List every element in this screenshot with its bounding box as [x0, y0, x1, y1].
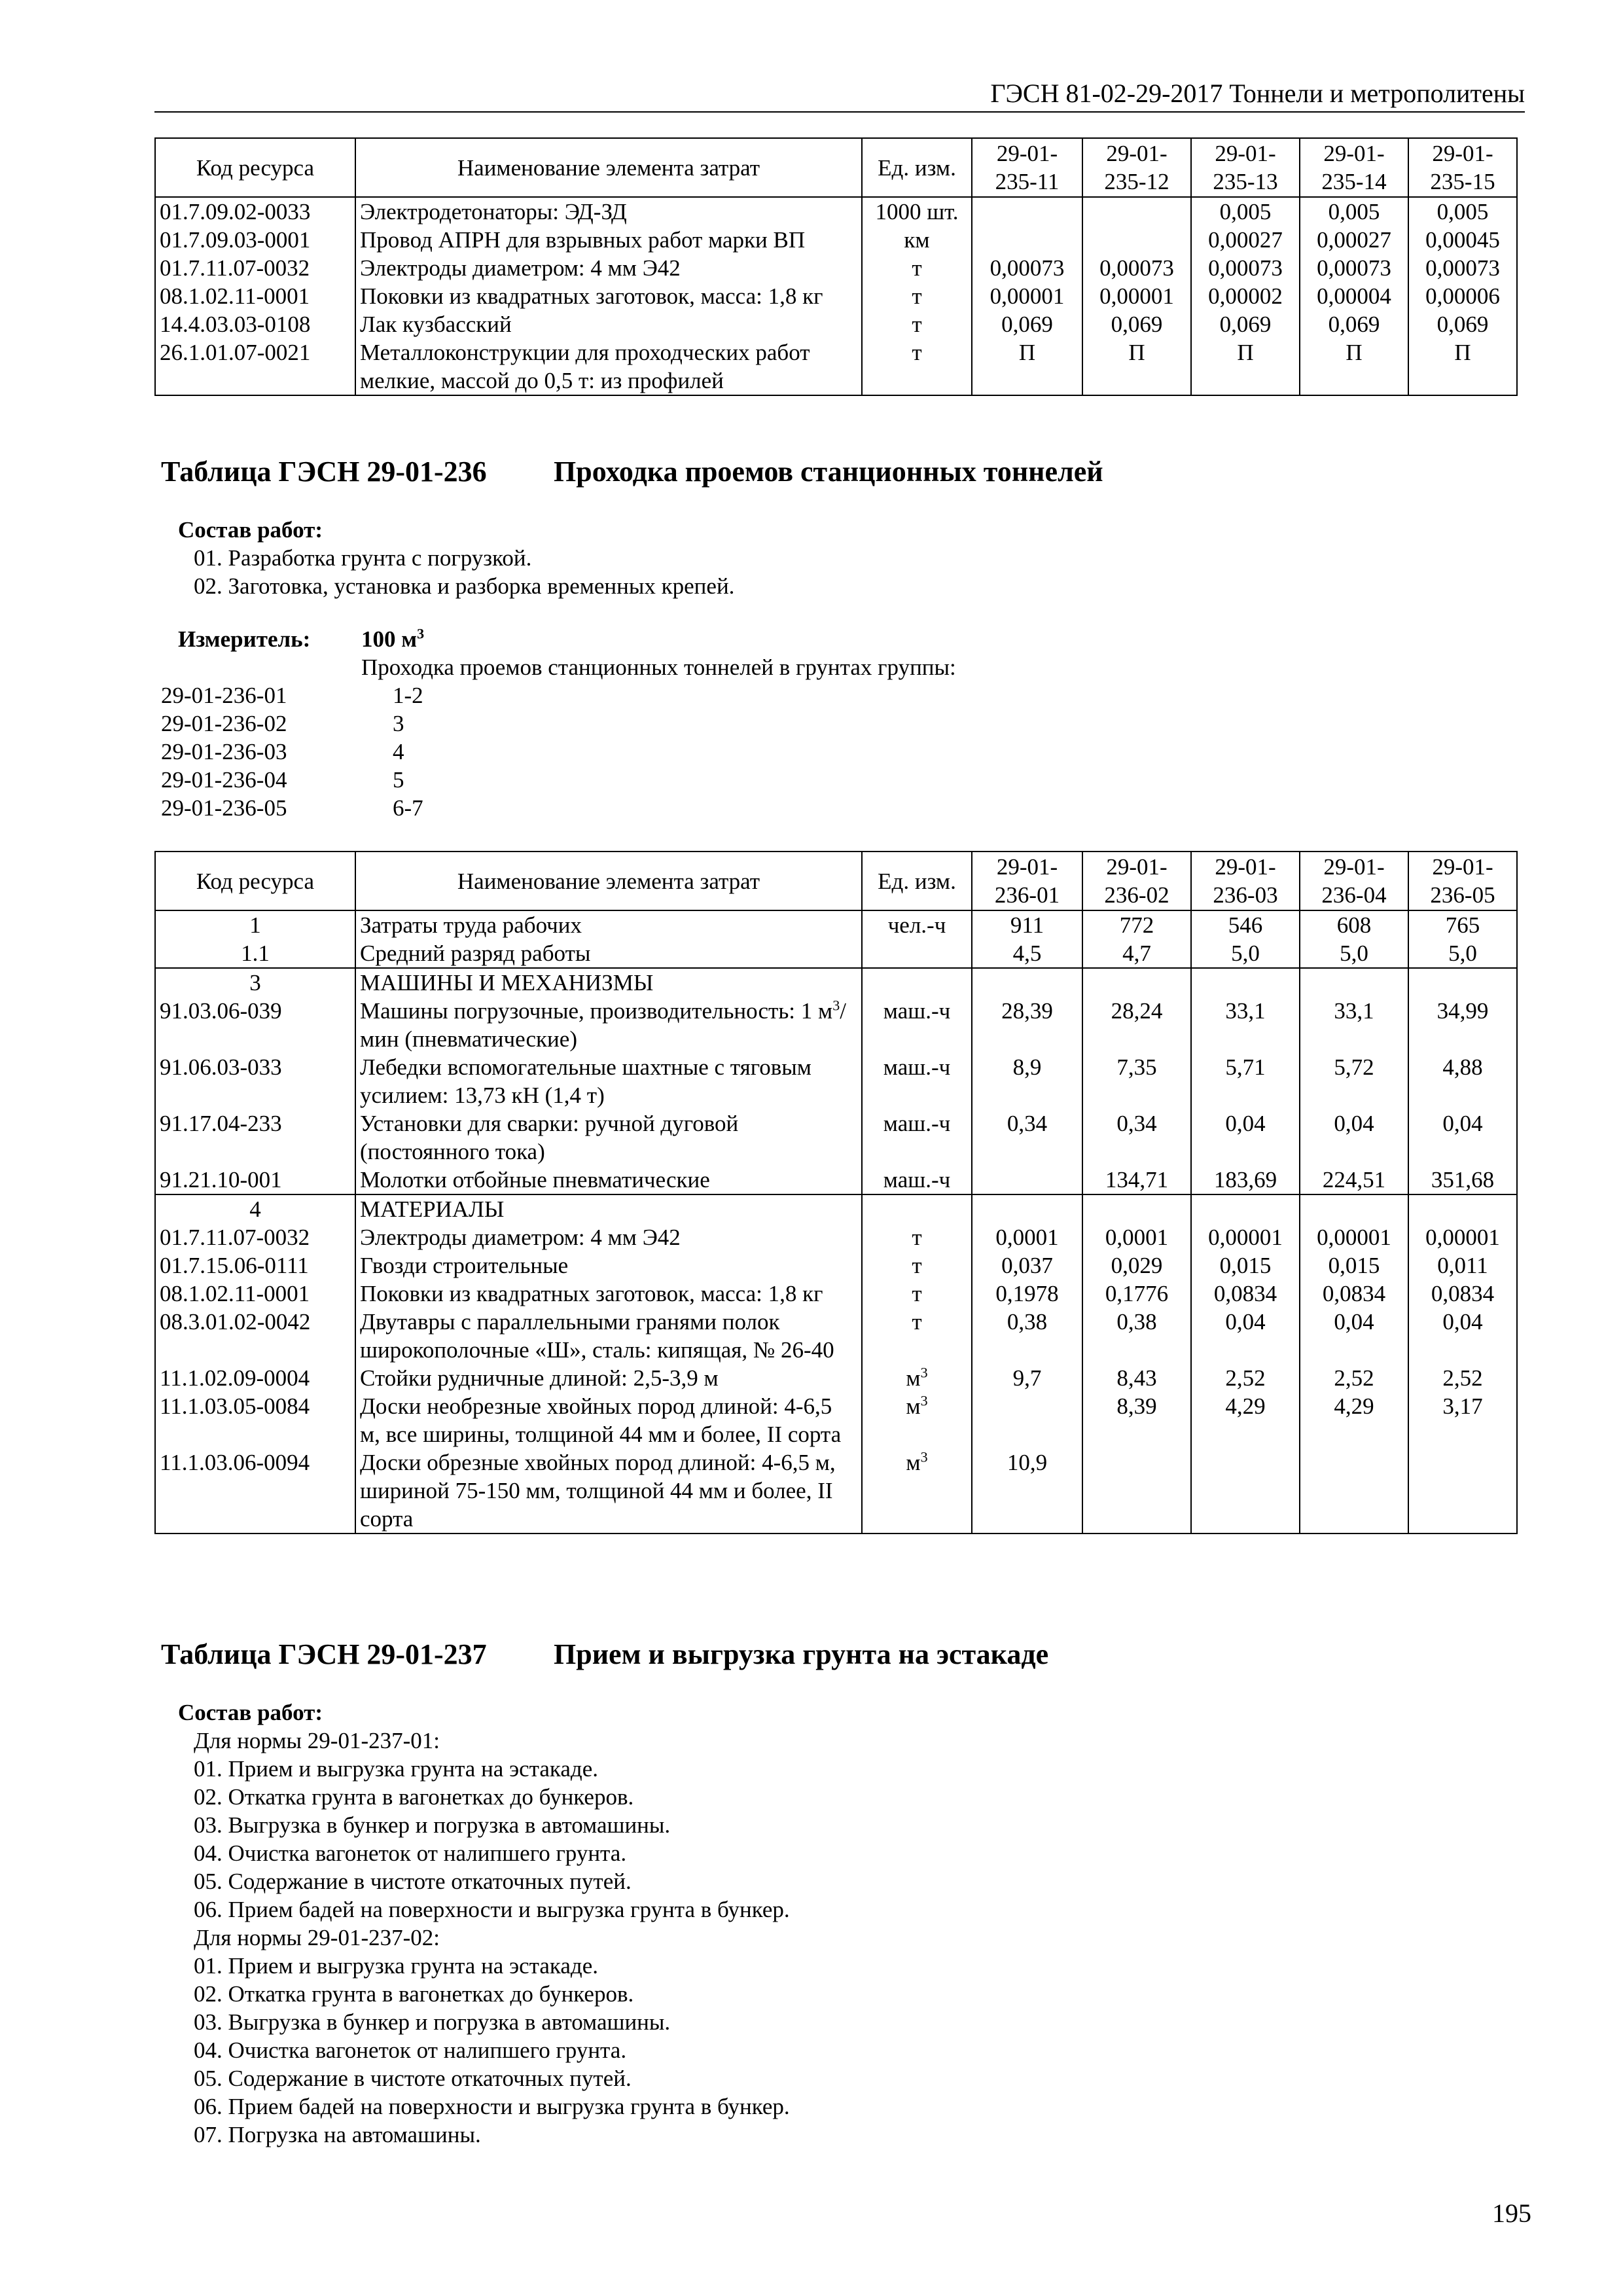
norm-code: 29-01-236-03: [161, 739, 287, 764]
table-row: [155, 310, 1517, 338]
table-row: [155, 1364, 1517, 1392]
norm-value: 4,5: [972, 939, 1082, 968]
column-header-norm: 29-01-235-15: [1408, 138, 1517, 197]
resource-name: Молотки отбойные пневматические: [355, 1166, 862, 1194]
norm-value: [972, 1166, 1082, 1194]
column-header-norm: 29-01-236-03: [1191, 852, 1300, 910]
resource-code: 14.4.03.03-0108: [155, 310, 355, 338]
resource-code: 08.1.02.11-0001: [155, 1280, 355, 1308]
norm-value: 0,04: [1191, 1109, 1300, 1166]
norm-value: 34,99: [1408, 997, 1517, 1053]
norm-value: 0,00045: [1408, 226, 1517, 254]
norm-value: 0,029: [1082, 1251, 1191, 1280]
resource-name: Электроды диаметром: 4 мм Э42: [355, 254, 862, 282]
work-item: 02. Заготовка, установка и разборка временных крепей.: [194, 573, 735, 599]
norm-code: 29-01-236-01: [161, 683, 287, 708]
works-title: Состав работ:: [178, 517, 323, 543]
norm-value: 4,29: [1300, 1392, 1408, 1448]
table-row: [155, 1223, 1517, 1251]
unit: т: [862, 338, 972, 395]
norm-value: 0,04: [1300, 1109, 1408, 1166]
work-item: 06. Прием бадей на поверхности и выгрузка грунта в бункер.: [194, 1897, 790, 1922]
resource-name: Машины погрузочные, производительность: 1 $м^3$/мин (пневматические): [355, 997, 862, 1053]
norm-value: [972, 226, 1082, 254]
work-item: 05. Содержание в чистоте откаточных путей.: [194, 2066, 632, 2091]
norm-value: 0,00006: [1408, 282, 1517, 310]
table-name: Прием и выгрузка грунта на эстакаде: [554, 1638, 1049, 1670]
resource-code: 1: [155, 910, 355, 939]
unit: маш.-ч: [862, 1053, 972, 1109]
norm-value: 28,24: [1082, 997, 1191, 1053]
norm-value: [1300, 1194, 1408, 1223]
column-header-norm: 29-01-236-04: [1300, 852, 1408, 910]
resource-code: 01.7.15.06-0111: [155, 1251, 355, 1280]
resource-code: 4: [155, 1194, 355, 1223]
unit: маш.-ч: [862, 1109, 972, 1166]
norm-value: 772: [1082, 910, 1191, 939]
resource-name: Металлоконструкции для проходческих работ мелкие, массой до 0,5 т: из профилей: [355, 338, 862, 395]
resource-name: Установки для сварки: ручной дуговой (постоянного тока): [355, 1109, 862, 1166]
resource-name: Поковки из квадратных заготовок, масса: 1,8 кг: [355, 1280, 862, 1308]
unit: маш.-ч: [862, 997, 972, 1053]
norm-value: П: [972, 338, 1082, 395]
unit: т: [862, 254, 972, 282]
norm-value: 3,17: [1408, 1392, 1517, 1448]
norm-value: [1408, 1194, 1517, 1223]
norm-value: 0,00073: [972, 254, 1082, 282]
table-row: [155, 1053, 1517, 1109]
column-header-code: Код ресурса: [155, 138, 355, 197]
norm-value: 2,52: [1300, 1364, 1408, 1392]
norm-value: [1082, 1448, 1191, 1534]
resource-name: Электроды диаметром: 4 мм Э42: [355, 1223, 862, 1251]
norm-value: 0,0834: [1191, 1280, 1300, 1308]
norm-subheading: Для нормы 29-01-237-02:: [194, 1925, 440, 1950]
unit: т: [862, 1308, 972, 1364]
norm-value: 0,00001: [1082, 282, 1191, 310]
work-item: 03. Выгрузка в бункер и погрузка в автомашины.: [194, 1812, 671, 1838]
table-row: [155, 338, 1517, 395]
works-title: Состав работ:: [178, 1700, 323, 1725]
column-header-norm: 29-01-235-11: [972, 138, 1082, 197]
norm-value: 0,0834: [1300, 1280, 1408, 1308]
unit: $м^3$: [862, 1364, 972, 1392]
norm-code: 29-01-236-05: [161, 795, 287, 821]
resource-code: 3: [155, 968, 355, 997]
resource-name: МАШИНЫ И МЕХАНИЗМЫ: [355, 968, 862, 997]
norm-value: 9,7: [972, 1364, 1082, 1392]
norm-soil-group: 6-7: [393, 795, 423, 821]
resource-name: Лак кузбасский: [355, 310, 862, 338]
meter-label: Измеритель:: [178, 626, 311, 652]
norm-value: 0,34: [1082, 1109, 1191, 1166]
table-row: [155, 1448, 1517, 1534]
work-item: 02. Откатка грунта в вагонетках до бункеров.: [194, 1784, 634, 1810]
norm-value: 0,037: [972, 1251, 1082, 1280]
unit: т: [862, 1280, 972, 1308]
norm-value: 2,52: [1408, 1364, 1517, 1392]
table-row: [155, 1392, 1517, 1448]
norm-soil-group: 4: [393, 739, 404, 764]
unit: км: [862, 226, 972, 254]
work-item: 07. Погрузка на автомашины.: [194, 2122, 481, 2147]
norm-code: 29-01-236-02: [161, 711, 287, 736]
work-item: 04. Очистка вагонеток от налипшего грунта.: [194, 2037, 627, 2063]
norm-value: 4,7: [1082, 939, 1191, 968]
unit: т: [862, 1223, 972, 1251]
resource-code: 91.03.06-039: [155, 997, 355, 1053]
resource-code: 01.7.09.02-0033: [155, 197, 355, 226]
resource-code: 08.1.02.11-0001: [155, 282, 355, 310]
resource-name: Затраты труда рабочих: [355, 910, 862, 939]
norm-value: [1300, 1448, 1408, 1534]
norm-value: 0,04: [1408, 1308, 1517, 1364]
norm-value: 5,0: [1300, 939, 1408, 968]
resource-name: Доски обрезные хвойных пород длиной: 4-6,5 м, шириной 75-150 мм, толщиной 44 мм и более, II сорта: [355, 1448, 862, 1534]
norm-soil-group: 3: [393, 711, 404, 736]
work-item: 01. Прием и выгрузка грунта на эстакаде.: [194, 1756, 599, 1782]
norm-value: 0,005: [1408, 197, 1517, 226]
table-row: [155, 1194, 1517, 1223]
unit: маш.-ч: [862, 1166, 972, 1194]
norm-value: 0,069: [972, 310, 1082, 338]
norm-value: 0,00002: [1191, 282, 1300, 310]
norm-value: [972, 1392, 1082, 1448]
norm-value: 0,1978: [972, 1280, 1082, 1308]
resource-name: Гвозди строительные: [355, 1251, 862, 1280]
norm-value: 0,04: [1300, 1308, 1408, 1364]
norm-value: 608: [1300, 910, 1408, 939]
norm-value: [972, 1194, 1082, 1223]
resource-name: Электродетонаторы: ЭД-ЗД: [355, 197, 862, 226]
unit: 1000 шт.: [862, 197, 972, 226]
resource-name: Стойки рудничные длиной: 2,5-3,9 м: [355, 1364, 862, 1392]
unit: т: [862, 1251, 972, 1280]
table-title-236: [161, 455, 1103, 488]
unit: чел.-ч: [862, 910, 972, 939]
table-row: [155, 254, 1517, 282]
norm-value: 351,68: [1408, 1166, 1517, 1194]
work-item: 03. Выгрузка в бункер и погрузка в автомашины.: [194, 2009, 671, 2035]
resource-code: 91.21.10-001: [155, 1166, 355, 1194]
norm-subheading: Для нормы 29-01-237-01:: [194, 1728, 440, 1753]
norm-value: [1408, 1448, 1517, 1534]
resource-code: 01.7.11.07-0032: [155, 254, 355, 282]
norm-value: 911: [972, 910, 1082, 939]
resource-code: 11.1.02.09-0004: [155, 1364, 355, 1392]
norm-value: 134,71: [1082, 1166, 1191, 1194]
work-item: 06. Прием бадей на поверхности и выгрузка грунта в бункер.: [194, 2094, 790, 2119]
resource-code: 91.06.03-033: [155, 1053, 355, 1109]
resource-name: Поковки из квадратных заготовок, масса: 1,8 кг: [355, 282, 862, 310]
norm-value: 8,9: [972, 1053, 1082, 1109]
column-header-norm: 29-01-236-05: [1408, 852, 1517, 910]
norm-value: 0,00001: [1408, 1223, 1517, 1251]
norm-value: 0,00001: [1300, 1223, 1408, 1251]
norm-value: [972, 968, 1082, 997]
works-composition-236: [178, 516, 734, 600]
norm-value: 0,00027: [1191, 226, 1300, 254]
unit: [862, 1194, 972, 1223]
norm-value: 5,71: [1191, 1053, 1300, 1109]
work-item: 04. Очистка вагонеток от налипшего грунта.: [194, 1840, 627, 1866]
table-row: [155, 1166, 1517, 1194]
table-label: Таблица ГЭСН 29-01-237: [161, 1638, 487, 1670]
norm-value: 0,1776: [1082, 1280, 1191, 1308]
norm-value: 0,00073: [1191, 254, 1300, 282]
norm-value: [1408, 968, 1517, 997]
works-composition-237: [178, 1698, 790, 2149]
norm-value: 0,00001: [1191, 1223, 1300, 1251]
resource-name: Двутавры с параллельными гранями полок широкополочные «Ш», сталь: кипящая, № 26-40: [355, 1308, 862, 1364]
resource-name: Лебедки вспомогательные шахтные с тяговым усилием: 13,73 кН (1,4 т): [355, 1053, 862, 1109]
meter-value: 100 $м^3$: [361, 625, 425, 652]
resource-code: 11.1.03.05-0084: [155, 1392, 355, 1448]
norm-value: 5,0: [1191, 939, 1300, 968]
table-row: [155, 1251, 1517, 1280]
norm-value: 8,39: [1082, 1392, 1191, 1448]
norm-value: 0,0001: [1082, 1223, 1191, 1251]
meter-description: Проходка проемов станционных тоннелей в грунтах группы:: [361, 655, 956, 680]
norm-value: 0,00004: [1300, 282, 1408, 310]
norm-value: 0,069: [1300, 310, 1408, 338]
norm-value: П: [1191, 338, 1300, 395]
work-item: 01. Прием и выгрузка грунта на эстакаде.: [194, 1953, 599, 1979]
column-header-norm: 29-01-235-14: [1300, 138, 1408, 197]
norm-value: 0,38: [1082, 1308, 1191, 1364]
meter-block-236: [161, 625, 1077, 822]
norm-value: 765: [1408, 910, 1517, 939]
norm-value: 0,00001: [972, 282, 1082, 310]
norm-value: 0,069: [1082, 310, 1191, 338]
column-header-code: Код ресурса: [155, 852, 355, 910]
norm-value: 28,39: [972, 997, 1082, 1053]
norm-value: 0,34: [972, 1109, 1082, 1166]
norm-value: 33,1: [1191, 997, 1300, 1053]
norm-value: 0,00073: [1408, 254, 1517, 282]
table-row: [155, 968, 1517, 997]
resource-table-236: [154, 851, 1518, 1534]
unit: т: [862, 310, 972, 338]
norm-value: 0,015: [1300, 1251, 1408, 1280]
norm-value: 0,0834: [1408, 1280, 1517, 1308]
norm-value: 7,35: [1082, 1053, 1191, 1109]
norm-value: 0,005: [1300, 197, 1408, 226]
norm-value: 0,00027: [1300, 226, 1408, 254]
norm-value: [1191, 968, 1300, 997]
norm-value: П: [1300, 338, 1408, 395]
page-number: 195: [1492, 2198, 1531, 2228]
work-item: 05. Содержание в чистоте откаточных путей.: [194, 1869, 632, 1894]
norm-value: 0,00073: [1082, 254, 1191, 282]
table-row: [155, 1280, 1517, 1308]
running-header: ГЭСН 81-02-29-2017 Тоннели и метрополитены: [154, 77, 1525, 113]
norm-value: [972, 197, 1082, 226]
table-row: [155, 226, 1517, 254]
norm-value: 4,88: [1408, 1053, 1517, 1109]
norm-soil-group: 5: [393, 767, 404, 793]
resource-code: 01.7.09.03-0001: [155, 226, 355, 254]
norm-value: 0,069: [1191, 310, 1300, 338]
norm-value: 183,69: [1191, 1166, 1300, 1194]
norm-code: 29-01-236-04: [161, 767, 287, 793]
table-row: [155, 910, 1517, 939]
table-name: Проходка проемов станционных тоннелей: [554, 456, 1103, 488]
norm-value: 2,52: [1191, 1364, 1300, 1392]
column-header-norm: 29-01-235-12: [1082, 138, 1191, 197]
norm-value: 4,29: [1191, 1392, 1300, 1448]
norm-value: 5,72: [1300, 1053, 1408, 1109]
column-header-unit: Ед. изм.: [862, 852, 972, 910]
table-row: [155, 282, 1517, 310]
norm-soil-group: 1-2: [393, 683, 423, 708]
norm-value: 33,1: [1300, 997, 1408, 1053]
work-item: 01. Разработка грунта с погрузкой.: [194, 545, 532, 571]
column-header-norm: 29-01-236-01: [972, 852, 1082, 910]
resource-name: Провод АПРН для взрывных работ марки ВП: [355, 226, 862, 254]
column-header-name: Наименование элемента затрат: [355, 852, 862, 910]
table-title-237: [161, 1638, 1049, 1671]
resource-code: 1.1: [155, 939, 355, 968]
resource-code: 08.3.01.02-0042: [155, 1308, 355, 1364]
norm-value: 10,9: [972, 1448, 1082, 1534]
unit: [862, 939, 972, 968]
norm-value: [1082, 226, 1191, 254]
table-row: [155, 997, 1517, 1053]
table-row: [155, 939, 1517, 968]
table-row: [155, 1109, 1517, 1166]
norm-value: 0,011: [1408, 1251, 1517, 1280]
unit: $м^3$: [862, 1392, 972, 1448]
norm-value: 0,38: [972, 1308, 1082, 1364]
norm-value: П: [1408, 338, 1517, 395]
column-header-unit: Ед. изм.: [862, 138, 972, 197]
norm-value: 224,51: [1300, 1166, 1408, 1194]
work-item: 02. Откатка грунта в вагонетках до бункеров.: [194, 1981, 634, 2007]
norm-value: [1082, 1194, 1191, 1223]
column-header-norm: 29-01-235-13: [1191, 138, 1300, 197]
resource-code: 26.1.01.07-0021: [155, 338, 355, 395]
resource-code: 91.17.04-233: [155, 1109, 355, 1166]
norm-value: 0,0001: [972, 1223, 1082, 1251]
norm-value: 0,04: [1408, 1109, 1517, 1166]
norm-value: 5,0: [1408, 939, 1517, 968]
norm-value: 546: [1191, 910, 1300, 939]
unit: т: [862, 282, 972, 310]
resource-code: 01.7.11.07-0032: [155, 1223, 355, 1251]
norm-value: [1300, 968, 1408, 997]
norm-value: [1191, 1194, 1300, 1223]
column-header-norm: 29-01-236-02: [1082, 852, 1191, 910]
norm-value: 8,43: [1082, 1364, 1191, 1392]
norm-value: 0,069: [1408, 310, 1517, 338]
norm-value: [1082, 968, 1191, 997]
norm-value: [1191, 1448, 1300, 1534]
resource-name: МАТЕРИАЛЫ: [355, 1194, 862, 1223]
norm-value: П: [1082, 338, 1191, 395]
unit: [862, 968, 972, 997]
table-row: [155, 197, 1517, 226]
norm-value: [1082, 197, 1191, 226]
table-row: [155, 1308, 1517, 1364]
resource-code: 11.1.03.06-0094: [155, 1448, 355, 1534]
column-header-name: Наименование элемента затрат: [355, 138, 862, 197]
norm-value: 0,00073: [1300, 254, 1408, 282]
resource-name: Доски необрезные хвойных пород длиной: 4-6,5 м, все ширины, толщиной 44 мм и более, II сорта: [355, 1392, 862, 1448]
unit: $м^3$: [862, 1448, 972, 1534]
resource-name: Средний разряд работы: [355, 939, 862, 968]
resource-table-235: [154, 137, 1518, 396]
norm-value: 0,015: [1191, 1251, 1300, 1280]
norm-value: 0,04: [1191, 1308, 1300, 1364]
table-label: Таблица ГЭСН 29-01-236: [161, 456, 487, 488]
norm-value: 0,005: [1191, 197, 1300, 226]
